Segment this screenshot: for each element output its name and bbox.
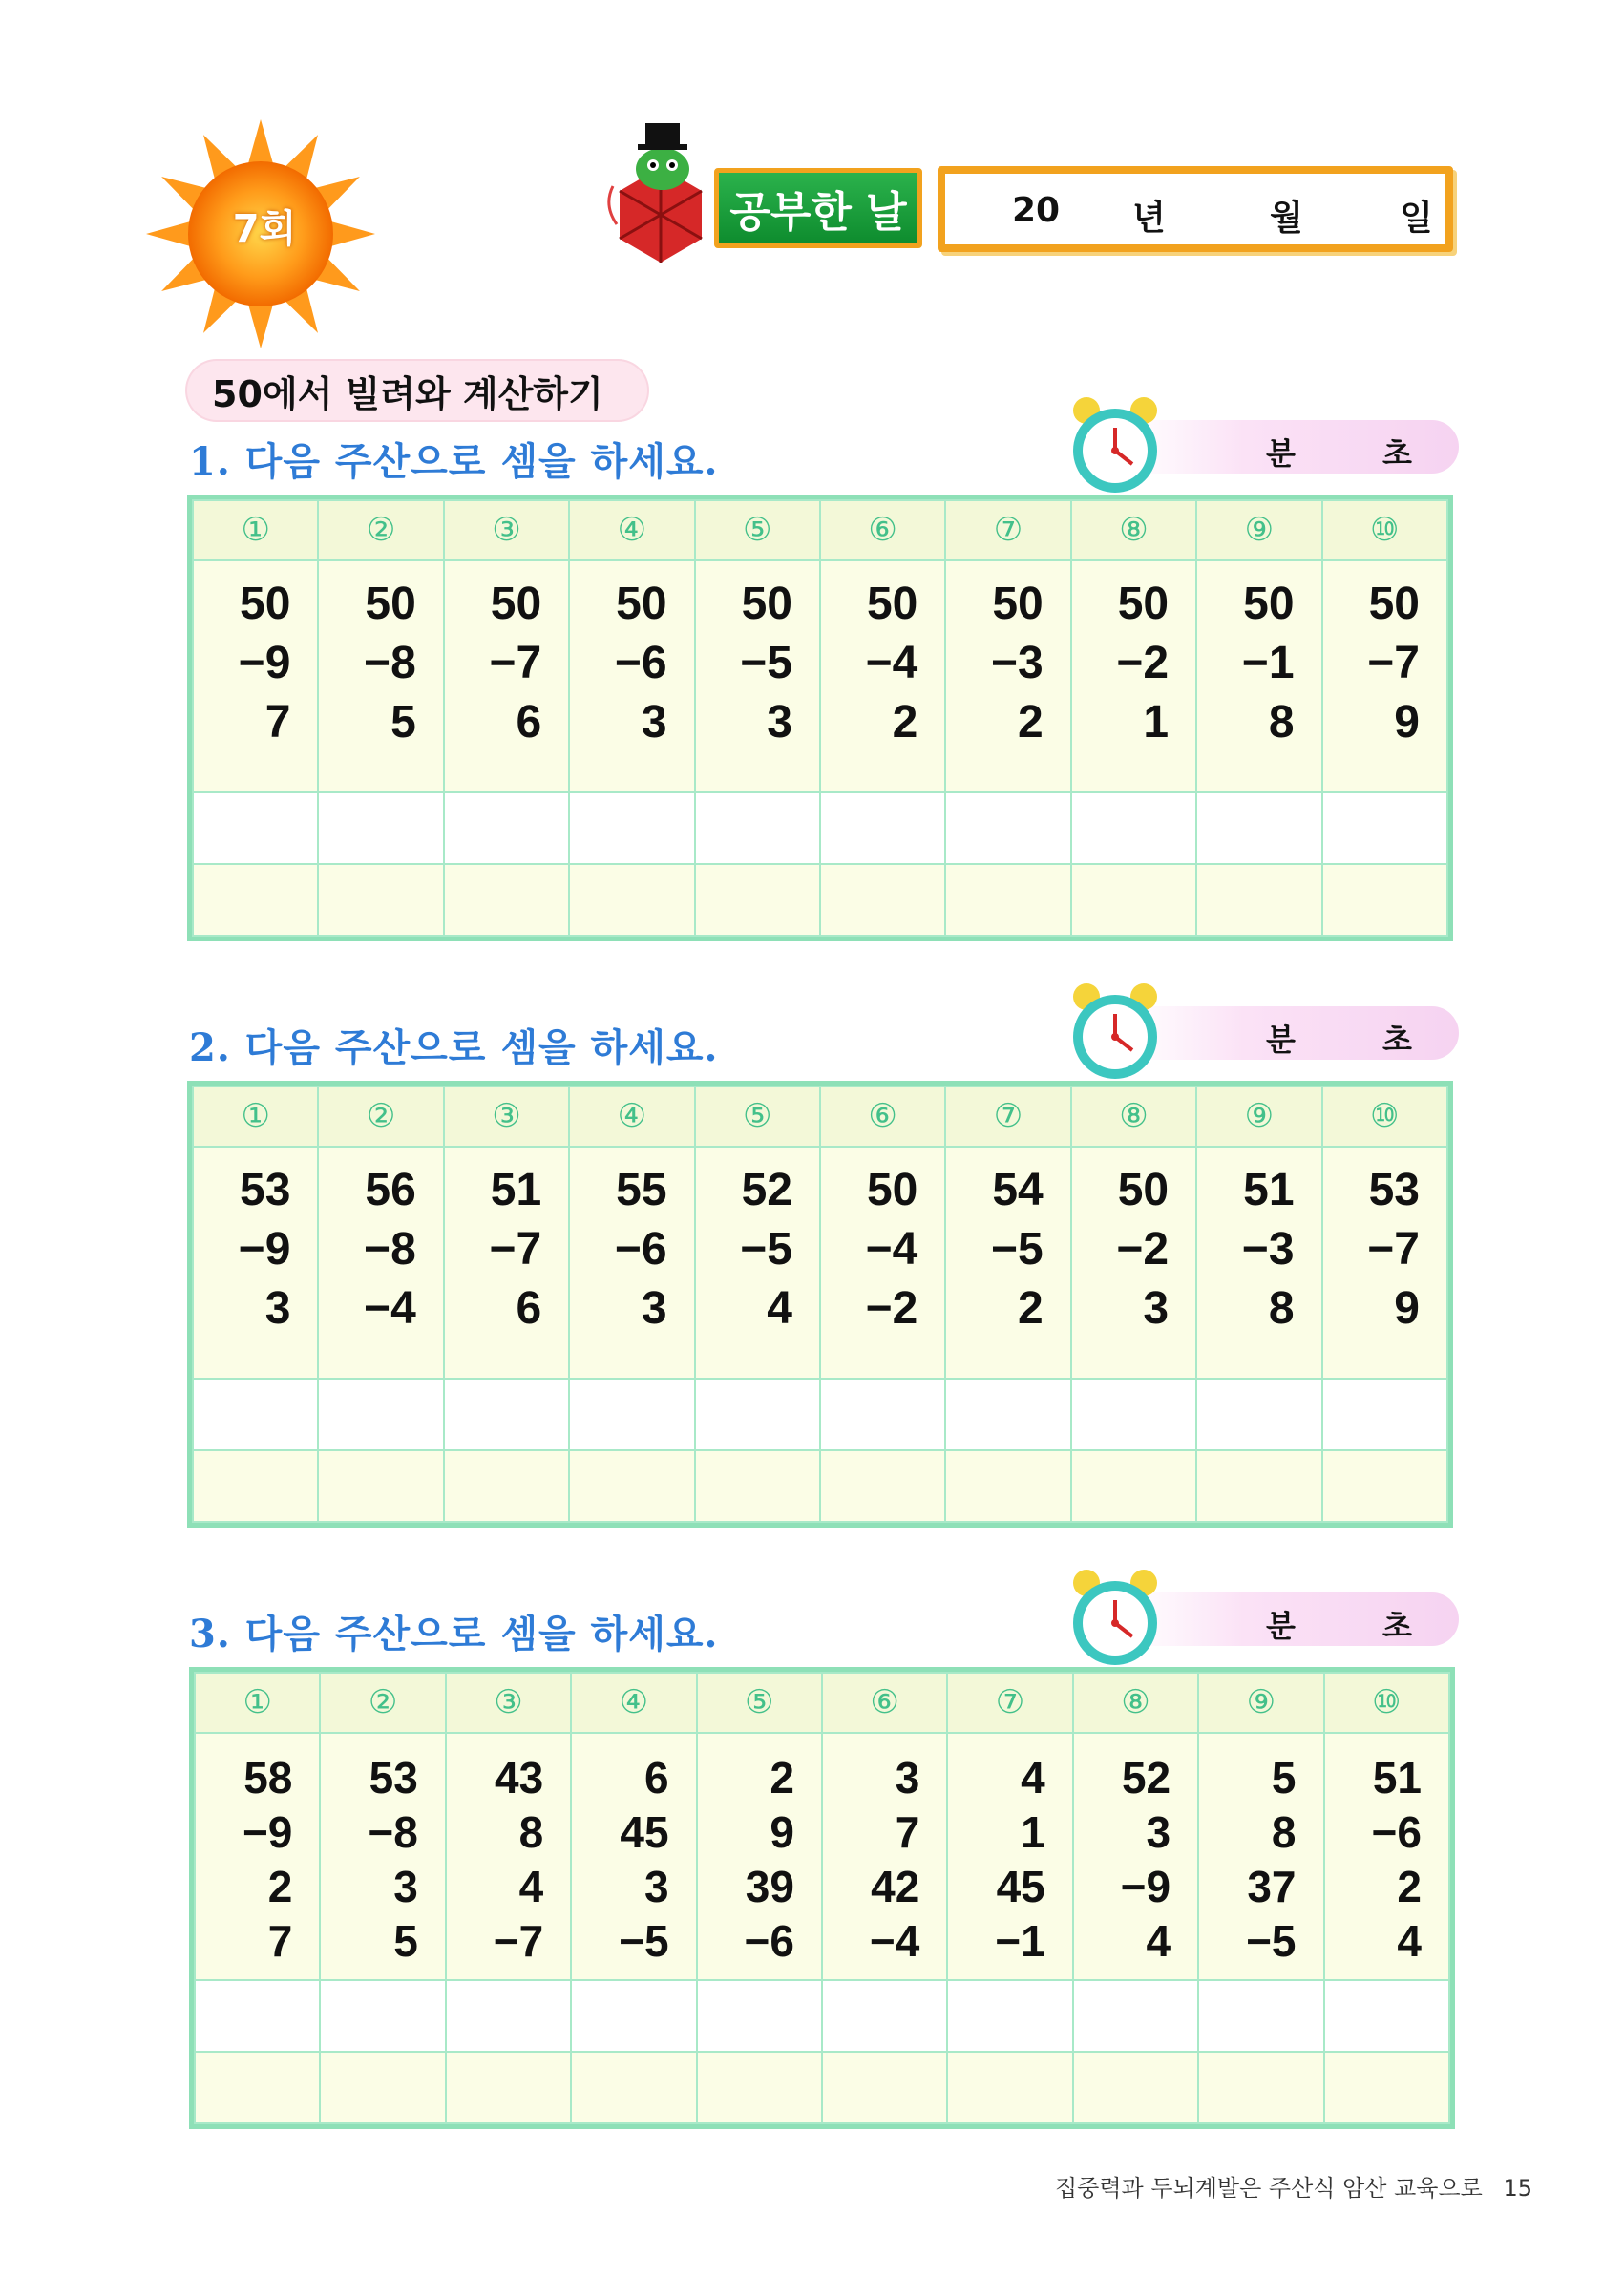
column-number: ⑥ (820, 1086, 945, 1147)
problem-number: 3 (264, 1282, 291, 1334)
answer-cell[interactable] (318, 1450, 443, 1522)
answer-cell[interactable] (444, 1450, 569, 1522)
problem-cell (695, 1147, 820, 1379)
problem-number: 50 (992, 578, 1044, 629)
problem-cell (193, 1147, 318, 1379)
section-1-timer[interactable] (1067, 393, 1459, 498)
problem-cell (569, 560, 694, 792)
problem-number: 53 (1368, 1164, 1420, 1215)
answer-cell[interactable] (446, 2052, 571, 2123)
section-2-timer[interactable] (1067, 980, 1459, 1085)
problem-number: 3 (641, 1282, 667, 1334)
problem-number: 3 (767, 696, 792, 748)
problem-number: 6 (516, 1282, 542, 1334)
problem-cell (446, 1733, 571, 1980)
problem-number: 4 (1146, 1915, 1171, 1966)
problem-table-3 (189, 1667, 1455, 2129)
problem-number: 2 (1397, 1861, 1422, 1911)
problem-cell (444, 560, 569, 792)
problem-number: 42 (871, 1861, 920, 1911)
mascot-umbrella-icon (594, 110, 728, 272)
problem-number: 50 (365, 578, 416, 629)
column-number: ② (318, 500, 443, 560)
problem-number: 7 (895, 1806, 920, 1857)
problem-number: 50 (1117, 1164, 1170, 1215)
answer-cell[interactable] (947, 1980, 1072, 2052)
seconds-unit: 초 (1382, 435, 1412, 472)
problem-number: 56 (365, 1164, 416, 1215)
problem-number: −5 (619, 1915, 669, 1966)
problem-number: −3 (1241, 1223, 1295, 1275)
problem-number: −5 (740, 1223, 792, 1275)
answer-cell[interactable] (193, 1379, 318, 1450)
problem-number: −9 (238, 637, 291, 688)
answer-cell[interactable] (1322, 1450, 1447, 1522)
problem-number: 8 (518, 1806, 544, 1857)
column-number: ③ (446, 1673, 571, 1733)
answer-cell[interactable] (822, 2052, 947, 2123)
problem-cell (1324, 1733, 1449, 1980)
problem-number: −6 (744, 1915, 794, 1966)
problem-cell (1196, 1147, 1321, 1379)
problem-number: 6 (643, 1752, 669, 1803)
minutes-unit: 분 (1266, 1608, 1296, 1644)
column-number: ③ (444, 500, 569, 560)
problem-number: −1 (1241, 637, 1295, 688)
problem-cell (1322, 1147, 1447, 1379)
problem-number: 2 (770, 1752, 794, 1803)
problem-number: 4 (1397, 1915, 1422, 1966)
problem-number: −6 (614, 1223, 667, 1275)
problem-number: 5 (390, 696, 416, 748)
answer-cell[interactable] (195, 1980, 320, 2052)
problem-number: −2 (1116, 1223, 1170, 1275)
answer-cell[interactable] (1071, 1450, 1196, 1522)
month-unit: 월 (1270, 199, 1303, 238)
problem-number: −5 (740, 637, 792, 688)
problem-table-1 (187, 495, 1453, 941)
column-number: ⑦ (945, 1086, 1070, 1147)
answer-cell[interactable] (571, 1980, 696, 2052)
problem-number: 50 (866, 578, 918, 629)
answer-cell[interactable] (444, 1379, 569, 1450)
problem-number: 50 (240, 578, 291, 629)
answer-cell[interactable] (193, 792, 318, 864)
column-number: ① (193, 500, 318, 560)
answer-cell[interactable] (444, 792, 569, 864)
problem-number: 51 (1372, 1752, 1422, 1803)
problem-number: 53 (369, 1752, 418, 1803)
answer-cell[interactable] (947, 2052, 1072, 2123)
answer-cell[interactable] (318, 792, 443, 864)
problem-number: −5 (991, 1223, 1044, 1275)
problem-number: 50 (1368, 578, 1420, 629)
column-number: ④ (571, 1673, 696, 1733)
column-number: ⑤ (695, 500, 820, 560)
seconds-unit: 초 (1382, 1022, 1412, 1058)
answer-cell[interactable] (1073, 2052, 1198, 2123)
problem-number: 37 (1247, 1861, 1297, 1911)
answer-cell[interactable] (820, 864, 945, 936)
problem-number: −4 (869, 1915, 920, 1966)
round-label: 7회 (232, 207, 297, 251)
problem-number: −3 (991, 637, 1044, 688)
problem-number: 50 (490, 578, 542, 629)
minutes-unit: 분 (1266, 1022, 1296, 1058)
problem-number: 4 (518, 1861, 544, 1911)
problem-cell (318, 560, 443, 792)
problem-number: 58 (243, 1752, 293, 1803)
problem-number: −6 (614, 637, 667, 688)
column-number: ② (318, 1086, 443, 1147)
problem-number: −7 (1367, 1223, 1420, 1275)
problem-number: −7 (489, 637, 542, 688)
answer-cell[interactable] (1324, 1980, 1449, 2052)
problem-cell (1071, 1147, 1196, 1379)
problem-number: 8 (1271, 1806, 1297, 1857)
answer-cell[interactable] (444, 864, 569, 936)
problem-cell (444, 1147, 569, 1379)
problem-number: 54 (992, 1164, 1044, 1215)
problem-number: 51 (1243, 1164, 1295, 1215)
problem-cell (1198, 1733, 1323, 1980)
answer-cell[interactable] (318, 1379, 443, 1450)
problem-number: 4 (767, 1282, 792, 1334)
problem-number: 52 (741, 1164, 792, 1215)
problem-number: 50 (1117, 578, 1170, 629)
day-unit: 일 (1400, 199, 1433, 238)
answer-cell[interactable] (820, 1450, 945, 1522)
column-number: ⑨ (1196, 500, 1321, 560)
page-number: 15 (1503, 2175, 1532, 2202)
answer-cell[interactable] (569, 792, 694, 864)
problem-number: 3 (643, 1861, 669, 1911)
column-number: ④ (569, 1086, 694, 1147)
column-number: ⑨ (1196, 1086, 1321, 1147)
problem-number: −9 (1120, 1861, 1171, 1911)
problem-cell (1196, 560, 1321, 792)
problem-number: 5 (393, 1915, 418, 1966)
problem-cell (822, 1733, 947, 1980)
answer-cell[interactable] (320, 1980, 445, 2052)
problem-number: −4 (364, 1282, 416, 1334)
problem-number: 43 (495, 1752, 544, 1803)
problem-number: −4 (865, 1223, 918, 1275)
problem-cell (945, 1147, 1070, 1379)
problem-number: −2 (1116, 637, 1170, 688)
problem-number: 3 (393, 1861, 418, 1911)
answer-cell[interactable] (945, 1379, 1070, 1450)
column-number: ⑧ (1073, 1673, 1198, 1733)
column-number: ④ (569, 500, 694, 560)
answer-cell[interactable] (569, 1379, 694, 1450)
answer-cell[interactable] (1196, 864, 1321, 936)
problem-number: −2 (865, 1282, 918, 1334)
answer-cell[interactable] (1073, 1980, 1198, 2052)
problem-cell (320, 1733, 445, 1980)
column-number: ⑨ (1198, 1673, 1323, 1733)
problem-cell (571, 1733, 696, 1980)
problem-cell (1073, 1733, 1198, 1980)
problem-number: 45 (996, 1861, 1045, 1911)
problem-number: −1 (995, 1915, 1045, 1966)
problem-number: 45 (620, 1806, 669, 1857)
problem-cell (945, 560, 1070, 792)
seconds-unit: 초 (1382, 1608, 1412, 1644)
answer-cell[interactable] (569, 1450, 694, 1522)
section-3-timer[interactable] (1067, 1566, 1459, 1671)
answer-cell[interactable] (195, 2052, 320, 2123)
column-number: ⑩ (1322, 1086, 1447, 1147)
column-number: ⑦ (945, 500, 1070, 560)
answer-cell[interactable] (569, 864, 694, 936)
column-number: ⑤ (697, 1673, 822, 1733)
problem-number: 9 (1394, 696, 1420, 748)
year-unit: 년 (1132, 199, 1166, 238)
problem-cell (695, 560, 820, 792)
answer-cell[interactable] (1198, 2052, 1323, 2123)
problem-cell (1071, 560, 1196, 792)
answer-cell[interactable] (697, 2052, 822, 2123)
problem-number: 9 (1394, 1282, 1420, 1334)
problem-number: 7 (264, 696, 291, 748)
section-3-title: 3. 다음 주산으로 셈을 하세요. (189, 1612, 719, 1656)
column-number: ① (193, 1086, 318, 1147)
problem-number: 51 (490, 1164, 542, 1215)
problem-cell (820, 1147, 945, 1379)
column-number: ⑥ (820, 500, 945, 560)
column-number: ⑤ (695, 1086, 820, 1147)
column-number: ① (195, 1673, 320, 1733)
problem-table-2 (187, 1081, 1453, 1528)
answer-cell[interactable] (945, 864, 1070, 936)
answer-cell[interactable] (1322, 864, 1447, 936)
problem-number: 1 (1143, 696, 1170, 748)
column-number: ⑦ (947, 1673, 1072, 1733)
column-number: ⑩ (1322, 500, 1447, 560)
problem-number: −8 (364, 1223, 416, 1275)
problem-number: 50 (616, 578, 667, 629)
answer-cell[interactable] (945, 1450, 1070, 1522)
problem-number: 50 (1243, 578, 1295, 629)
problem-cell (947, 1733, 1072, 1980)
footer-slogan: 집중력과 두뇌계발은 주산식 암산 교육으로 (1054, 2175, 1483, 2202)
answer-cell[interactable] (1071, 792, 1196, 864)
answer-cell[interactable] (695, 864, 820, 936)
column-number: ② (320, 1673, 445, 1733)
problem-cell (569, 1147, 694, 1379)
answer-cell[interactable] (1198, 1980, 1323, 2052)
column-number: ⑩ (1324, 1673, 1449, 1733)
answer-cell[interactable] (820, 1379, 945, 1450)
section-1-title: 1. 다음 주산으로 셈을 하세요. (189, 439, 719, 484)
problem-number: 2 (1018, 1282, 1044, 1334)
answer-cell[interactable] (695, 1379, 820, 1450)
year-prefix: 20 (1012, 191, 1061, 230)
problem-number: 53 (240, 1164, 291, 1215)
problem-number: 7 (267, 1915, 293, 1966)
problem-cell (697, 1733, 822, 1980)
answer-cell[interactable] (695, 1450, 820, 1522)
problem-number: −7 (489, 1223, 542, 1275)
answer-cell[interactable] (193, 1450, 318, 1522)
answer-cell[interactable] (1071, 1379, 1196, 1450)
alarm-clock-icon (1067, 1566, 1163, 1671)
column-number: ⑧ (1071, 1086, 1196, 1147)
answer-cell[interactable] (1196, 792, 1321, 864)
problem-number: 8 (1268, 696, 1295, 748)
answer-cell[interactable] (571, 2052, 696, 2123)
problem-cell (1322, 560, 1447, 792)
problem-number: 5 (1271, 1752, 1297, 1803)
problem-number: 3 (895, 1752, 920, 1803)
problem-number: 2 (1018, 696, 1044, 748)
answer-cell[interactable] (945, 792, 1070, 864)
problem-cell (195, 1733, 320, 1980)
problem-number: 52 (1121, 1752, 1171, 1803)
answer-cell[interactable] (1324, 2052, 1449, 2123)
problem-number: 8 (1268, 1282, 1295, 1334)
problem-number: −7 (493, 1915, 544, 1966)
problem-number: −8 (368, 1806, 418, 1857)
problem-cell (820, 560, 945, 792)
problem-cell (318, 1147, 443, 1379)
topic-title: 50에서 빌려와 계산하기 (187, 361, 647, 420)
footer (1055, 2169, 1532, 2203)
answer-cell[interactable] (193, 864, 318, 936)
problem-number: −5 (1246, 1915, 1297, 1966)
problem-number: 1 (1021, 1806, 1045, 1857)
problem-number: −9 (242, 1806, 293, 1857)
problem-number: −7 (1367, 637, 1420, 688)
problem-number: 50 (741, 578, 792, 629)
problem-number: 55 (616, 1164, 667, 1215)
answer-cell[interactable] (446, 1980, 571, 2052)
column-number: ⑧ (1071, 500, 1196, 560)
minutes-unit: 분 (1266, 435, 1296, 472)
study-day-label: 공부한 날 (714, 168, 922, 248)
answer-cell[interactable] (695, 792, 820, 864)
answer-cell[interactable] (1322, 1379, 1447, 1450)
alarm-clock-icon (1067, 393, 1163, 498)
column-number: ⑥ (822, 1673, 947, 1733)
problem-number: 39 (745, 1861, 794, 1911)
problem-number: −8 (364, 637, 416, 688)
problem-number: −4 (865, 637, 918, 688)
problem-number: −6 (1371, 1806, 1422, 1857)
problem-cell (193, 560, 318, 792)
answer-cell[interactable] (697, 1980, 822, 2052)
problem-number: 3 (1146, 1806, 1171, 1857)
problem-number: 50 (866, 1164, 918, 1215)
answer-cell[interactable] (1322, 792, 1447, 864)
problem-number: 2 (892, 696, 918, 748)
answer-cell[interactable] (318, 864, 443, 936)
answer-cell[interactable] (820, 792, 945, 864)
problem-number: −9 (238, 1223, 291, 1275)
problem-number: 3 (1143, 1282, 1170, 1334)
date-field[interactable] (938, 166, 1453, 252)
answer-cell[interactable] (1071, 864, 1196, 936)
section-2-title: 2. 다음 주산으로 셈을 하세요. (189, 1025, 719, 1070)
problem-number: 4 (1021, 1752, 1045, 1803)
answer-cell[interactable] (320, 2052, 445, 2123)
answer-cell[interactable] (1196, 1450, 1321, 1522)
column-number: ③ (444, 1086, 569, 1147)
answer-cell[interactable] (822, 1980, 947, 2052)
answer-cell[interactable] (1196, 1379, 1321, 1450)
alarm-clock-icon (1067, 980, 1163, 1085)
problem-number: 9 (770, 1806, 794, 1857)
problem-number: 3 (641, 696, 667, 748)
problem-number: 6 (516, 696, 542, 748)
problem-number: 2 (267, 1861, 293, 1911)
